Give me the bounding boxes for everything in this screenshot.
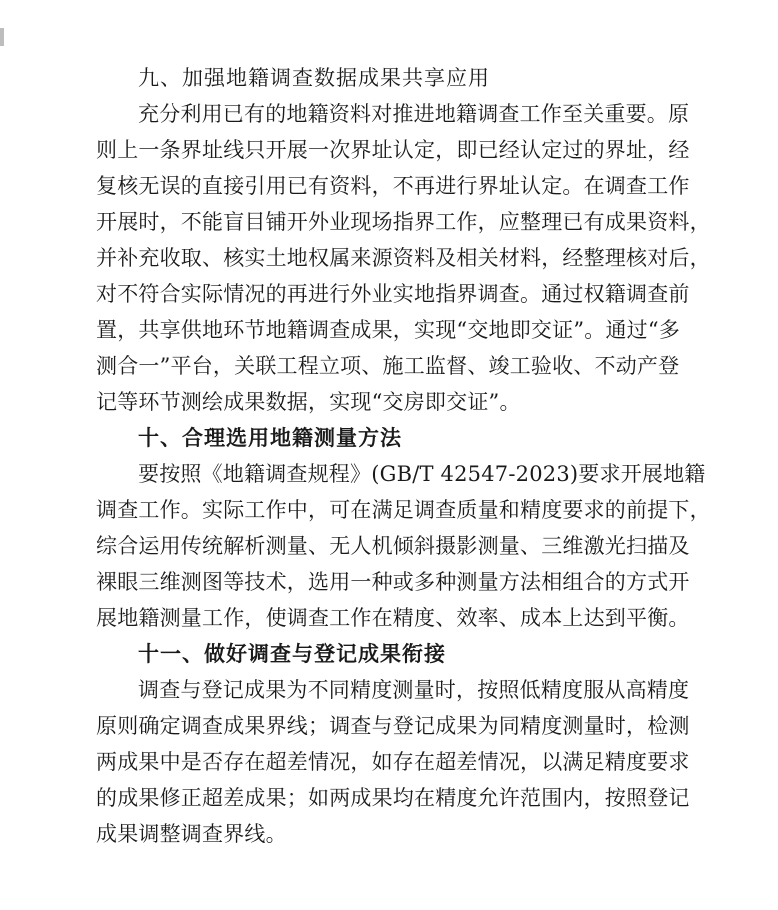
section-11-heading: 十一、做好调查与登记成果衔接 [138,641,446,666]
section-9-heading: 九、加强地籍调查数据成果共享应用 [138,66,490,90]
text-line: 成果调整调查界线。 [96,822,287,846]
text-line: 裸眼三维测图等技术，选用一种或多种测量方法相组合的方式开 [96,570,690,594]
text-line: 的成果修正超差成果；如两成果均在精度允许范围内，按照登记 [96,786,690,810]
text-line: 调查工作。实际工作中，可在满足调查质量和精度要求的前提下， [96,498,711,522]
page-edge-mark [0,28,4,46]
text-line: 充分利用已有的地籍资料对推进地籍调查工作至关重要。原 [138,102,690,126]
text-line: 则上一条界址线只开展一次界址认定，即已经认定过的界址，经 [96,138,690,162]
text-line: 复核无误的直接引用已有资料，不再进行界址认定。在调查工作 [96,174,690,198]
document-body [96,60,711,852]
text-line: 原则确定调查成果界线；调查与登记成果为同精度测量时，检测 [96,714,690,738]
text-line: 置，共享供地环节地籍调查成果，实现“交地即交证”。通过“多 [96,318,681,342]
text-line: 对不符合实际情况的再进行外业实地指界调查。通过权籍调查前 [96,282,690,306]
text-line: 要按照《地籍调查规程》(GB/T 42547-2023)要求开展地籍 [138,462,706,486]
text-line: 并补充收取、核实土地权属来源资料及相关材料，经整理核对后， [96,246,711,270]
section-10-paragraph [96,456,711,636]
text-line: 测合一”平台，关联工程立项、施工监督、竣工验收、不动产登 [96,354,680,378]
section-10-heading: 十、合理选用地籍测量方法 [138,425,402,450]
section-11-paragraph [96,672,690,852]
text-line: 记等环节测绘成果数据，实现“交房即交证”。 [96,390,521,414]
text-line: 开展时，不能盲目铺开外业现场指界工作，应整理已有成果资料， [96,210,711,234]
text-line: 展地籍测量工作，使调查工作在精度、效率、成本上达到平衡。 [96,606,690,630]
text-line: 综合运用传统解析测量、无人机倾斜摄影测量、三维激光扫描及 [96,534,690,558]
text-line: 调查与登记成果为不同精度测量时，按照低精度服从高精度 [138,678,690,702]
section-9-paragraph [96,96,711,420]
text-line: 两成果中是否存在超差情况，如存在超差情况，以满足精度要求 [96,750,690,774]
